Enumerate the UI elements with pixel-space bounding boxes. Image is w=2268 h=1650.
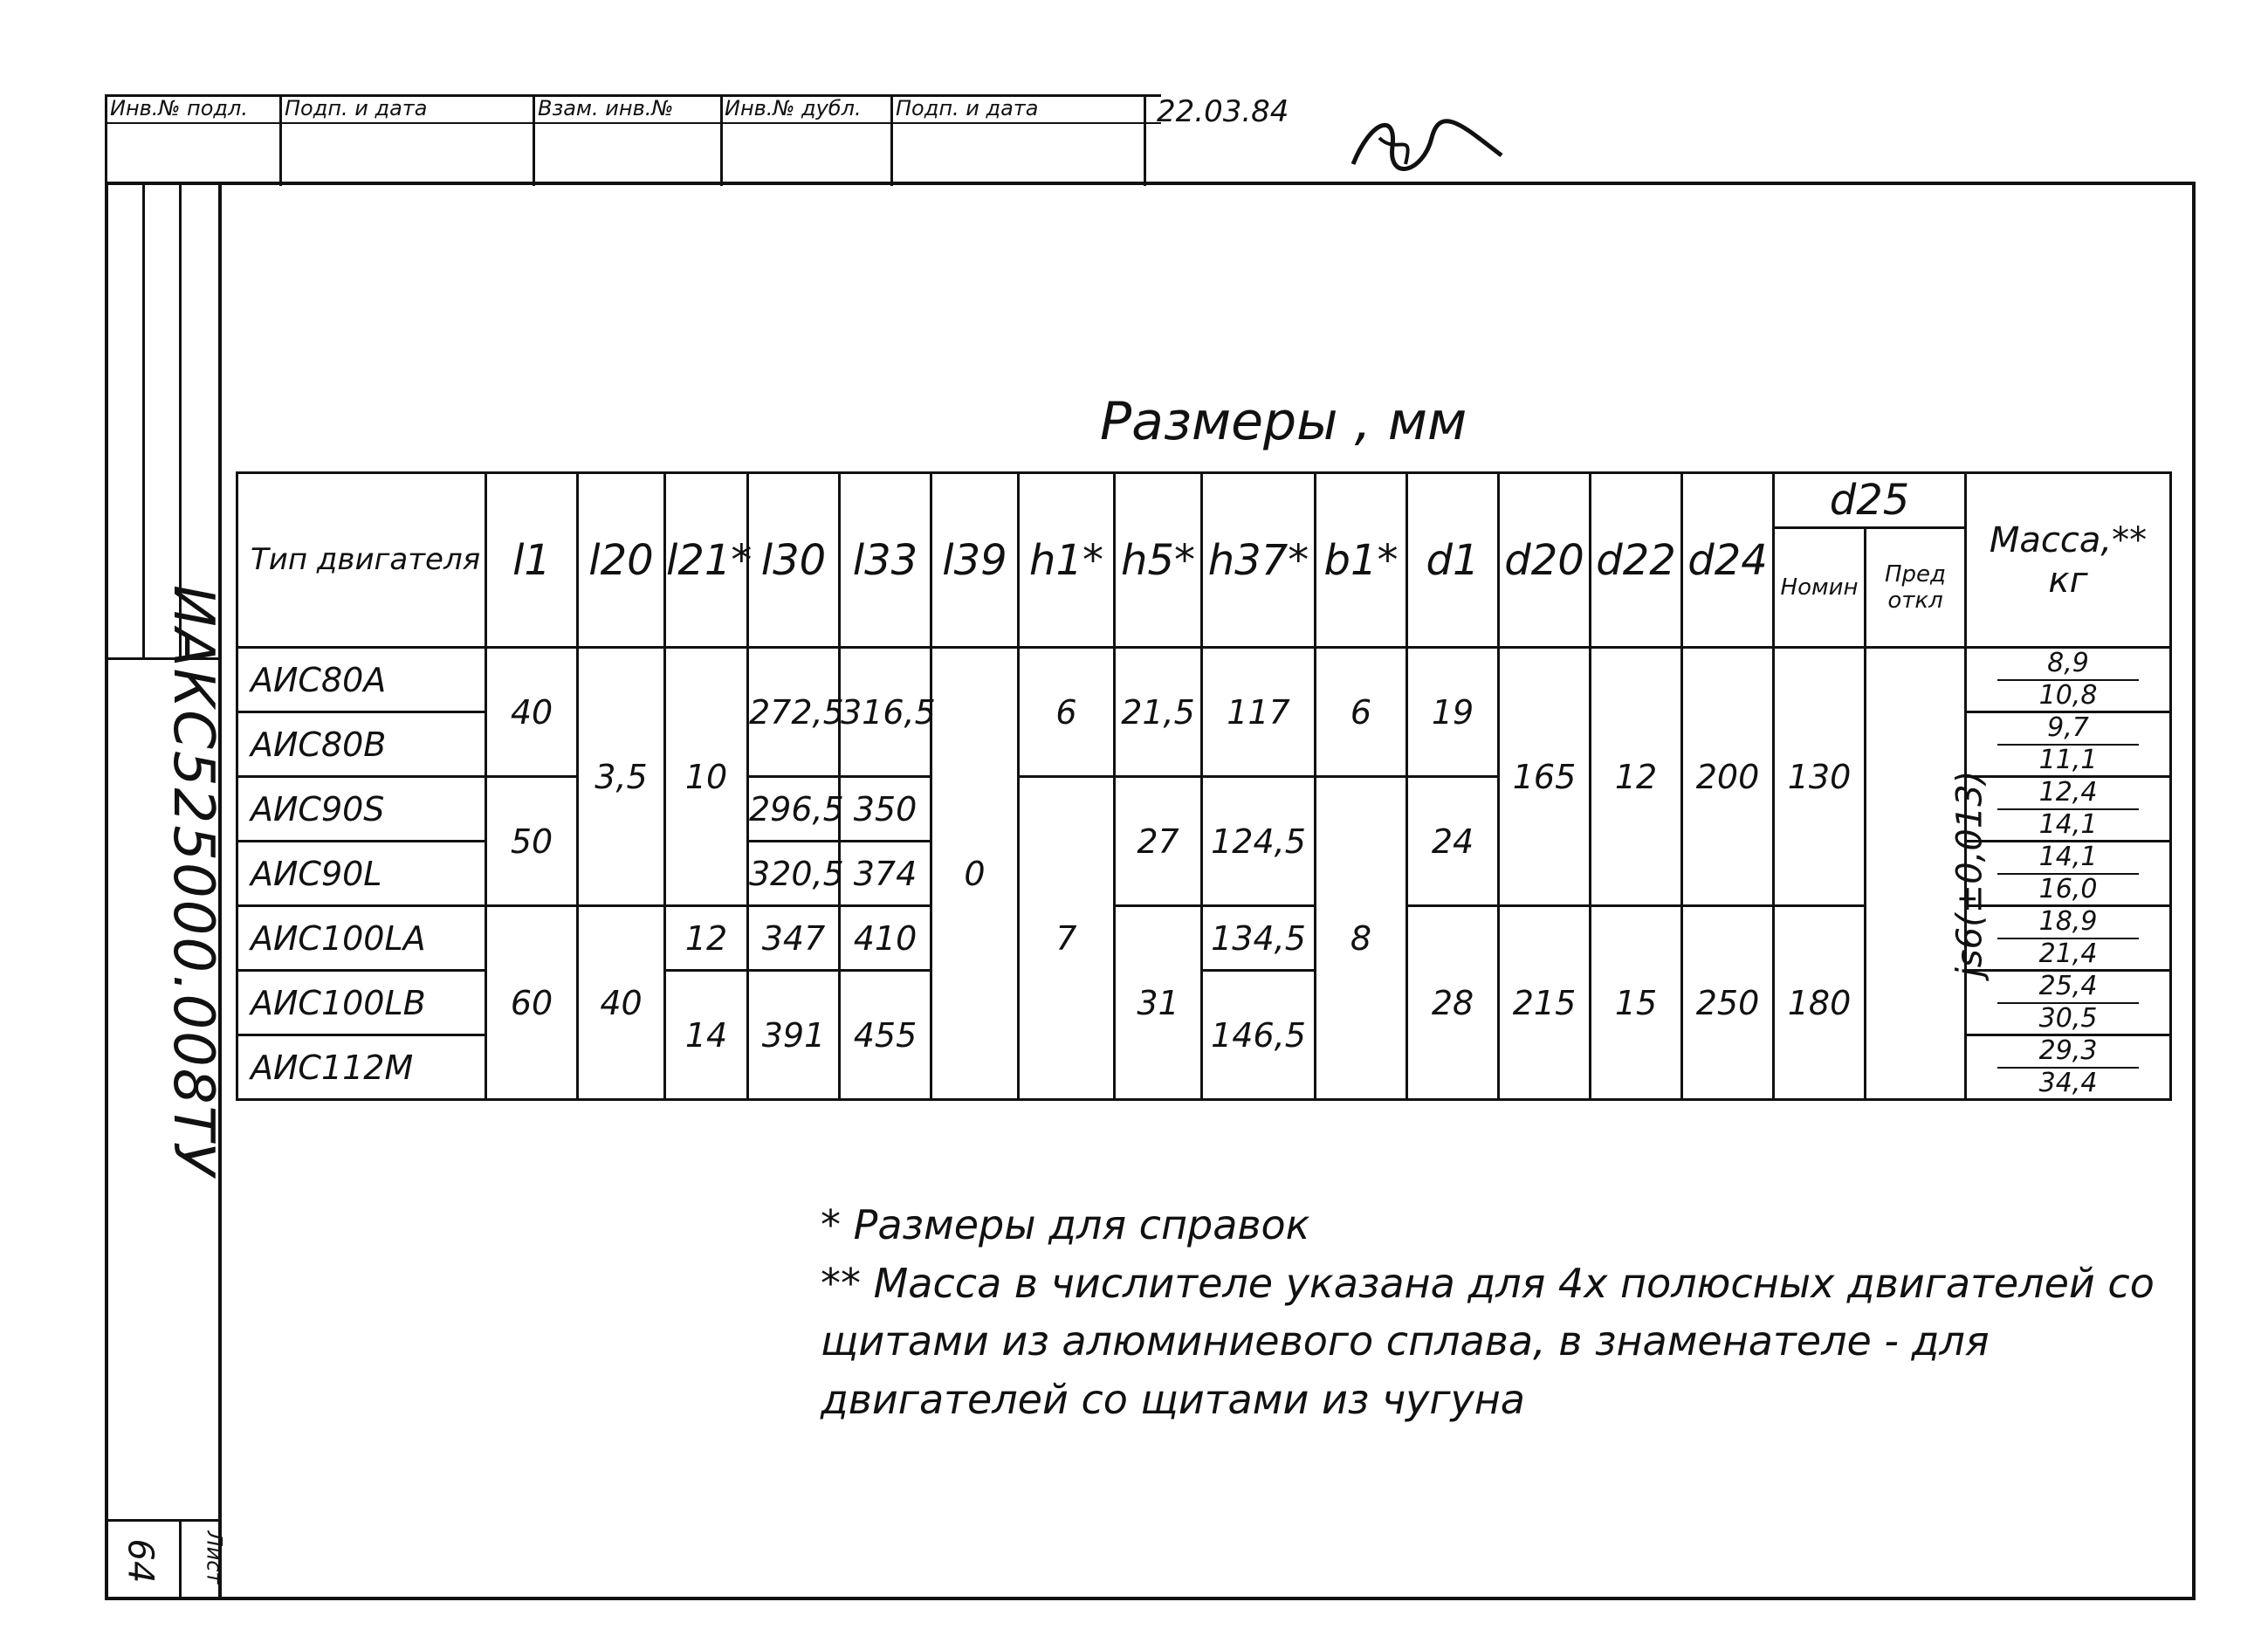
cell-l30: 320,5 [748, 842, 840, 906]
cell-d1: 24 [1407, 777, 1499, 906]
table-row [237, 648, 2171, 712]
cell-l20: 3,5 [578, 648, 665, 906]
sheet-number: 64 [120, 1538, 161, 1584]
mass-denominator: 16,0 [2038, 873, 2098, 904]
cell-l30: 347 [748, 906, 840, 971]
mass-denominator: 10,8 [2038, 679, 2098, 711]
mass-numerator: 8,9 [1997, 649, 2139, 681]
row-type-cell: АИС80В [237, 712, 486, 777]
cell-l30: 296,5 [748, 777, 840, 842]
frame-bottom [105, 1597, 2196, 1600]
row-type-cell: АИС100LA [237, 906, 486, 971]
header-b1: b1* [1316, 473, 1407, 648]
cell-l30: 272,5 [748, 648, 840, 777]
sheet-box-divider [179, 1519, 182, 1599]
row-type-cell: АИС112М [237, 1035, 486, 1100]
header-l30: l30 [748, 473, 840, 648]
cell-h37: 117 [1202, 648, 1316, 777]
frame-left [105, 182, 108, 1600]
row-type-cell: АИС80А [237, 648, 486, 712]
header-mass: Масса,** кг [1966, 473, 2171, 648]
side-strip-divider-1 [142, 182, 145, 657]
cell-d22: 12 [1591, 648, 1682, 906]
signature-scribble [1344, 103, 1510, 182]
document-code: ИАКС525000.008ТУ [161, 585, 225, 1178]
mass-numerator: 14,1 [1997, 842, 2139, 875]
cell-l30: 391 [748, 971, 840, 1100]
sheet-box-top [105, 1519, 220, 1522]
mass-numerator: 29,3 [1997, 1036, 2139, 1069]
cell-mass [1966, 777, 2171, 842]
cell-h37: 124,5 [1202, 777, 1316, 906]
cell-d20: 165 [1499, 648, 1591, 906]
cell-h37: 146,5 [1202, 971, 1316, 1100]
header-d25: d25 [1774, 473, 1966, 528]
header-d25-nominal: Номин [1774, 528, 1866, 648]
cell-l1: 60 [486, 906, 578, 1100]
cell-d1: 19 [1407, 648, 1499, 777]
handwritten-date: 22.03.84 [1157, 94, 1289, 129]
mass-numerator: 25,4 [1997, 972, 2139, 1004]
mass-denominator: 30,5 [2038, 1002, 2098, 1034]
cell-d24: 200 [1682, 648, 1774, 906]
cell-h5: 27 [1115, 777, 1202, 906]
cell-l33: 374 [840, 842, 931, 906]
header-type: Тип двигателя [237, 473, 486, 648]
footnotes [821, 1196, 2182, 1429]
cell-d1: 28 [1407, 906, 1499, 1100]
cell-d25-nominal: 180 [1774, 906, 1866, 1100]
stamp-divider-3 [720, 94, 723, 186]
footnote-mass: ** Масса в числителе указана для 4х полюсных двигателей со щитами из алюминиевого сплава, в знаменателе - для двигателей со щитами из чугуна [821, 1259, 2155, 1424]
cell-l21: 12 [665, 906, 748, 971]
stamp-divider-4 [890, 94, 893, 186]
footnote-reference: * Размеры для справок [821, 1201, 1310, 1248]
cell-l33: 316,5 [840, 648, 931, 777]
stamp-label-signature-date: Подп. и дата [285, 96, 428, 120]
header-l39: l39 [931, 473, 1019, 648]
mass-denominator: 34,4 [2038, 1067, 2098, 1098]
row-type-cell: АИС90L [237, 842, 486, 906]
cell-h1: 6 [1019, 648, 1115, 777]
stamp-label-signature-date-2: Подп. и дата [896, 96, 1039, 120]
cell-d25-tolerance [1866, 648, 1990, 1100]
table-title: Размеры , мм [1100, 391, 1467, 452]
sheet-label: Лист [202, 1530, 227, 1585]
header-d25-tolerance: Пред откл [1866, 528, 1966, 648]
header-l20: l20 [578, 473, 665, 648]
header-h1: h1* [1019, 473, 1115, 648]
cell-d20: 215 [1499, 906, 1591, 1100]
cell-h37: 134,5 [1202, 906, 1316, 971]
cell-l33: 350 [840, 777, 931, 842]
stamp-right-border [1144, 94, 1146, 186]
table-header-row [237, 473, 2171, 528]
stamp-label-replaced-inv: Взам. инв.№ [538, 96, 674, 120]
cell-l33: 455 [840, 971, 931, 1100]
header-d22: d22 [1591, 473, 1682, 648]
frame-top [105, 182, 2196, 185]
header-d1: d1 [1407, 473, 1499, 648]
mass-numerator: 12,4 [1997, 778, 2139, 810]
stamp-label-inv-original: Инв.№ подл. [110, 96, 248, 120]
cell-l20: 40 [578, 906, 665, 1100]
cell-b1: 8 [1316, 777, 1407, 1100]
stamp-left-border [105, 94, 107, 186]
cell-d24: 250 [1682, 906, 1774, 1100]
tolerance-text: js6(±0,013) [1949, 770, 1990, 977]
header-l1: l1 [486, 473, 578, 648]
stamp-label-inv-duplicate: Инв.№ дубл. [725, 96, 862, 120]
cell-d22: 15 [1591, 906, 1682, 1100]
header-d24: d24 [1682, 473, 1774, 648]
cell-mass [1966, 712, 2171, 777]
stamp-divider-2 [533, 94, 535, 186]
cell-mass [1966, 1035, 2171, 1100]
header-d20: d20 [1499, 473, 1591, 648]
cell-mass [1966, 648, 2171, 712]
mass-numerator: 9,7 [1997, 713, 2139, 746]
cell-l21: 10 [665, 648, 748, 906]
cell-mass [1966, 906, 2171, 971]
row-type-cell: АИС90S [237, 777, 486, 842]
cell-l21: 14 [665, 971, 748, 1100]
header-l33: l33 [840, 473, 931, 648]
frame-right [2192, 182, 2196, 1600]
header-l21: l21* [665, 473, 748, 648]
cell-l33: 410 [840, 906, 931, 971]
stamp-divider-1 [279, 94, 282, 186]
cell-b1: 6 [1316, 648, 1407, 777]
dimensions-table [236, 471, 2172, 1101]
mass-denominator: 21,4 [2038, 938, 2098, 969]
cell-h1: 7 [1019, 777, 1115, 1100]
cell-mass [1966, 842, 2171, 906]
cell-mass [1966, 971, 2171, 1035]
mass-denominator: 11,1 [2038, 744, 2098, 775]
header-h5: h5* [1115, 473, 1202, 648]
header-h37: h37* [1202, 473, 1316, 648]
cell-l39: 0 [931, 648, 1019, 1100]
row-type-cell: АИС100LB [237, 971, 486, 1035]
cell-h5: 31 [1115, 906, 1202, 1100]
cell-d25-nominal: 130 [1774, 648, 1866, 906]
cell-l1: 40 [486, 648, 578, 777]
cell-l1: 50 [486, 777, 578, 906]
cell-h5: 21,5 [1115, 648, 1202, 777]
mass-denominator: 14,1 [2038, 808, 2098, 840]
mass-numerator: 18,9 [1997, 907, 2139, 939]
